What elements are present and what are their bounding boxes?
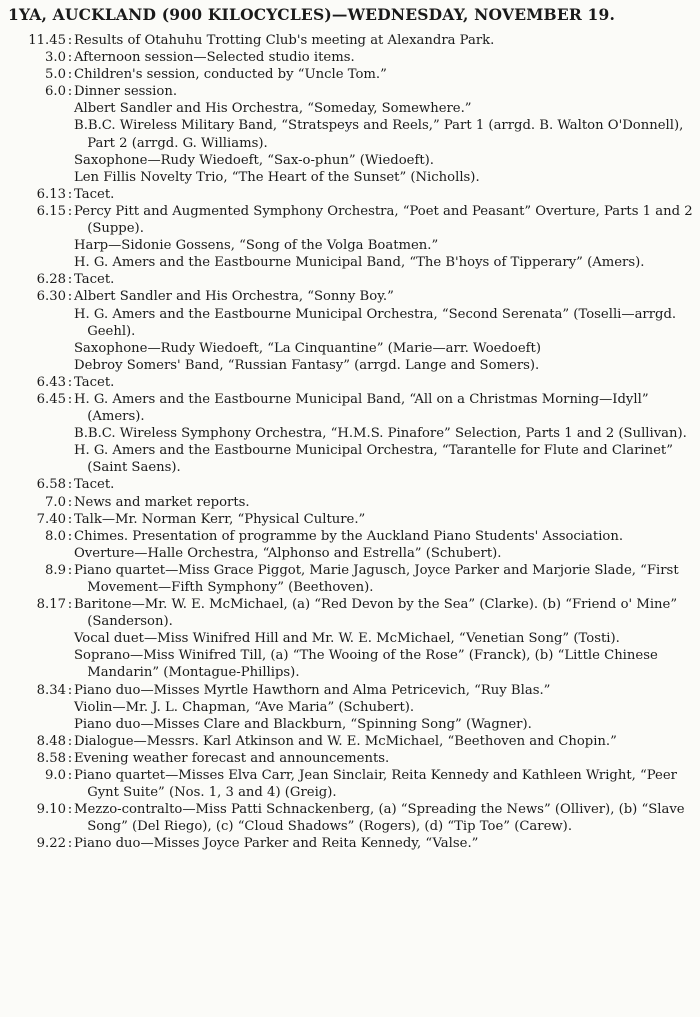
programme-entry <box>4 83 694 186</box>
programme-item: H. G. Amers and the Eastbourne Municipal Orchestra, “Tarantelle for Flute and Clarinet” (Saint Saens). <box>74 443 673 476</box>
programme-entry <box>4 528 694 562</box>
programme-entry <box>4 562 694 596</box>
entry-time: 5.0 <box>45 67 66 83</box>
time-separator: : <box>67 203 73 219</box>
entry-body <box>74 511 694 528</box>
time-separator: : <box>67 733 73 749</box>
time-separator: : <box>67 391 73 407</box>
time-separator: : <box>67 272 73 288</box>
entry-body <box>74 767 694 801</box>
entry-body <box>74 186 694 203</box>
programme-item: Evening weather forecast and announcements. <box>74 750 390 766</box>
programme-item: H. G. Amers and the Eastbourne Municipal Orchestra, “Second Serenata” (Toselli—arrgd. Geehl). <box>74 306 677 339</box>
programme-item: Piano quartet—Miss Grace Piggot, Marie Jagusch, Joyce Parker and Marjorie Slade, “First Movement—Fifth Symphony” (Beethoven). <box>74 562 679 595</box>
time-separator: : <box>67 562 73 578</box>
programme-entry <box>4 596 694 681</box>
station-header: 1YA, AUCKLAND (900 KILOCYCLES)—WEDNESDAY, NOVEMBER 19. <box>8 5 616 24</box>
programme-entry <box>4 733 694 750</box>
time-separator: : <box>67 528 73 544</box>
programme-item: Saxophone—Rudy Wiedoeft, “La Cinquantine” (Marie—arr. Woedoeft) <box>74 340 541 356</box>
entry-body <box>74 32 694 49</box>
entry-time: 6.58 <box>36 477 66 493</box>
programme-item: Afternoon session—Selected studio items. <box>74 50 355 66</box>
entry-time: 7.40 <box>36 511 66 527</box>
entry-body <box>74 83 694 186</box>
entry-time: 6.28 <box>36 272 66 288</box>
time-separator: : <box>67 67 73 83</box>
programme-item: Tacet. <box>74 477 115 493</box>
programme-item: Percy Pitt and Augmented Symphony Orchestra, “Poet and Peasant” Overture, Parts 1 and 2 (Suppe). <box>74 203 693 237</box>
time-separator: : <box>67 33 73 48</box>
programme-item: Saxophone—Rudy Wiedoeft, “Sax-o-phun” (Wiedoeft). <box>74 152 434 168</box>
time-separator: : <box>67 186 73 202</box>
programme-item: Tacet. <box>74 272 115 288</box>
programme-item: Baritone—Mr. W. E. McMichael, (a) “Red Devon by the Sea” (Clarke). (b) “Friend o' Mine” (Sanderson). <box>74 597 678 630</box>
programme-item: Tacet. <box>74 186 115 202</box>
entry-body <box>74 374 694 391</box>
entry-time: 3.0 <box>45 50 66 66</box>
entry-body <box>74 596 694 681</box>
entry-time: 11.45 <box>28 33 66 48</box>
programme-item: Albert Sandler and His Orchestra, “Someday, Somewhere.” <box>74 101 472 117</box>
entry-body <box>74 682 694 733</box>
entry-time: 8.48 <box>36 733 66 749</box>
programme-item: Overture—Halle Orchestra, “Alphonso and Estrella” (Schubert). <box>74 545 502 561</box>
entry-time: 9.22 <box>36 836 66 852</box>
entry-body <box>74 562 694 596</box>
entry-time: 9.0 <box>45 768 66 784</box>
programme-entry <box>4 32 694 49</box>
time-separator: : <box>67 802 73 818</box>
programme-item: Albert Sandler and His Orchestra, “Sonny Boy.” <box>74 289 394 305</box>
programme-item: Tacet. <box>74 374 115 390</box>
programme-item: Chimes. Presentation of programme by the Auckland Piano Students' Association. <box>74 528 624 544</box>
time-separator: : <box>67 682 73 698</box>
programme-entry <box>4 494 694 511</box>
time-separator: : <box>67 84 73 100</box>
entry-body <box>74 835 694 852</box>
programme-entry <box>4 682 694 733</box>
entry-time: 6.13 <box>36 186 66 202</box>
programme-item: Vocal duet—Miss Winifred Hill and Mr. W. E. McMichael, “Venetian Song” (Tosti). <box>74 631 620 647</box>
programme-entry <box>4 801 694 835</box>
programme-entry <box>4 66 694 83</box>
entry-time: 8.9 <box>45 562 66 578</box>
entry-body <box>74 391 694 476</box>
programme-entry <box>4 767 694 801</box>
entry-time: 8.0 <box>45 528 66 544</box>
entry-body <box>74 288 694 373</box>
programme-entry <box>4 750 694 767</box>
time-separator: : <box>67 597 73 613</box>
time-separator: : <box>67 768 73 784</box>
time-separator: : <box>67 836 73 852</box>
time-separator: : <box>67 477 73 493</box>
programme-item: Len Fillis Novelty Trio, “The Heart of the Sunset” (Nicholls). <box>74 169 480 185</box>
entry-time: 6.45 <box>36 391 66 407</box>
entry-body <box>74 49 694 66</box>
entry-body <box>74 528 694 562</box>
time-separator: : <box>67 494 73 510</box>
programme-item: Piano duo—Misses Myrtle Hawthorn and Alma Petricevich, “Ruy Blas.” <box>74 682 551 698</box>
entry-body <box>74 750 694 767</box>
programme-item: Piano duo—Misses Joyce Parker and Reita Kennedy, “Valse.” <box>74 836 479 852</box>
time-separator: : <box>67 750 73 766</box>
entry-time: 8.58 <box>36 750 66 766</box>
programme-item: Mezzo-contralto—Miss Patti Schnackenberg, (a) “Spreading the News” (Olliver), (b) “Slave Song” (Del Riego), (c) “Cloud Shadows” (Rogers), (d) “Tip Toe” (Carew). <box>74 802 685 835</box>
programme-item: Debroy Somers' Band, “Russian Fantasy” (arrgd. Lange and Somers). <box>74 357 540 373</box>
programme-entry <box>4 374 694 391</box>
programme-item: Soprano—Miss Winifred Till, (a) “The Wooing of the Rose” (Franck), (b) “Little Chinese Mandarin” (Montague-Phillips). <box>74 648 658 681</box>
programme-item: Harp—Sidonie Gossens, “Song of the Volga Boatmen.” <box>74 238 439 254</box>
programme-item: H. G. Amers and the Eastbourne Municipal Band, “The B'hoys of Tipperary” (Amers). <box>74 255 645 271</box>
programme-entry <box>4 49 694 66</box>
programme-list <box>4 32 694 853</box>
programme-item: News and market reports. <box>74 494 250 510</box>
entry-body <box>74 801 694 835</box>
entry-body <box>74 66 694 83</box>
entry-time: 6.30 <box>36 289 66 305</box>
programme-entry <box>4 271 694 288</box>
programme-item: Results of Otahuhu Trotting Club's meeting at Alexandra Park. <box>74 33 495 48</box>
programme-item: B.B.C. Wireless Military Band, “Stratspeys and Reels,” Part 1 (arrgd. B. Walton O'Donnell), Part 2 (arrgd. G. Williams). <box>74 118 684 151</box>
entry-body <box>74 733 694 750</box>
programme-item: Piano quartet—Misses Elva Carr, Jean Sinclair, Reita Kennedy and Kathleen Wright, “Peer Gynt Suite” (Nos. 1, 3 and 4) (Greig). <box>74 768 677 801</box>
entry-time: 6.43 <box>36 374 66 390</box>
entry-time: 8.17 <box>36 597 66 613</box>
programme-item: Dinner session. <box>74 84 178 100</box>
programme-entry <box>4 288 694 373</box>
programme-item: Children's session, conducted by “Uncle Tom.” <box>74 67 387 83</box>
entry-body <box>74 271 694 288</box>
entry-time: 8.34 <box>36 682 66 698</box>
programme-item: Talk—Mr. Norman Kerr, “Physical Culture.” <box>74 511 366 527</box>
programme-entry <box>4 186 694 203</box>
programme-item: Dialogue—Messrs. Karl Atkinson and W. E. McMichael, “Beethoven and Chopin.” <box>74 733 617 749</box>
programme-item: B.B.C. Wireless Symphony Orchestra, “H.M.S. Pinafore” Selection, Parts 1 and 2 (Sullivan). <box>74 426 687 442</box>
entry-time: 9.10 <box>36 802 66 818</box>
programme-entry <box>4 511 694 528</box>
programme-item: H. G. Amers and the Eastbourne Municipal Band, “All on a Christmas Morning—Idyll” (Amers). <box>74 391 649 425</box>
time-separator: : <box>67 289 73 305</box>
entry-body <box>74 203 694 271</box>
entry-body <box>74 476 694 493</box>
time-separator: : <box>67 374 73 390</box>
programme-entry <box>4 476 694 493</box>
programme-item: Piano duo—Misses Clare and Blackburn, “Spinning Song” (Wagner). <box>74 716 532 732</box>
entry-time: 6.15 <box>36 203 66 219</box>
programme-entry <box>4 835 694 852</box>
programme-entry <box>4 203 694 271</box>
entry-time: 6.0 <box>45 84 66 100</box>
time-separator: : <box>67 511 73 527</box>
programme-item: Violin—Mr. J. L. Chapman, “Ave Maria” (Schubert). <box>74 699 415 715</box>
programme-entry <box>4 391 694 476</box>
time-separator: : <box>67 50 73 66</box>
entry-body <box>74 494 694 511</box>
entry-time: 7.0 <box>45 494 66 510</box>
